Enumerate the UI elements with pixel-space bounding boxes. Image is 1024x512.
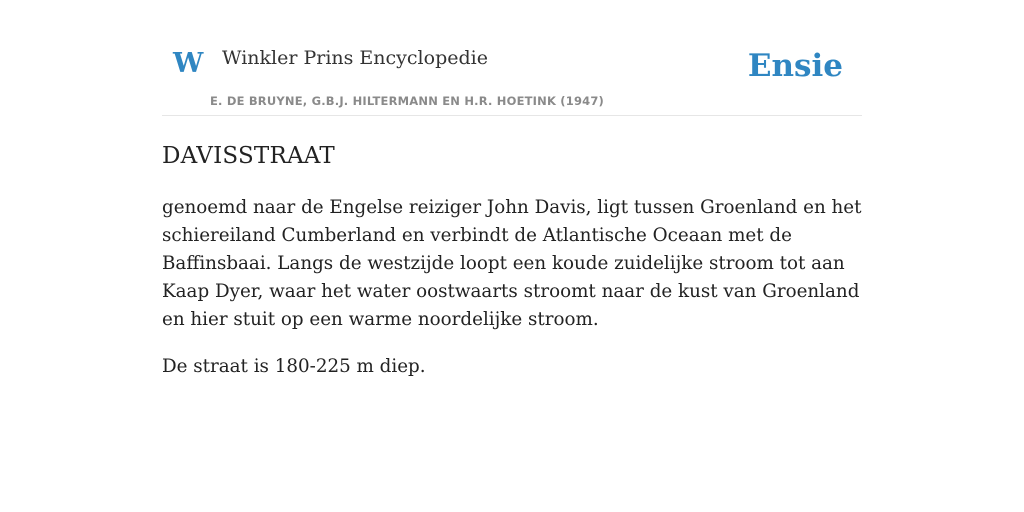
entry-paragraph: De straat is 180-225 m diep. [162, 356, 426, 377]
entry-paragraph: genoemd naar de Engelse reiziger John Davis, ligt tussen Groenland en het schiereiland Cumberland en verbindt de Atlantische Oceaan met de Baffinsbaai. Langs de westzijde loopt een koude zuidelijke stroom tot aan Kaap Dyer, waar het water oostwaarts stroomt naar de kust van Groenland en hier stuit op een warme noordelijke stroom. [162, 197, 862, 330]
winkler-prins-logo[interactable]: W [173, 48, 204, 79]
ensie-logo[interactable]: Ensie [747, 48, 843, 84]
book-authors: E. DE BRUYNE, G.B.J. HILTERMANN EN H.R. HOETINK (1947) [210, 94, 605, 108]
entry-content [162, 194, 862, 381]
page [162, 0, 862, 381]
book-title[interactable]: Winkler Prins Encyclopedie [222, 47, 488, 69]
entry-title: DAVISSTRAAT [162, 143, 335, 169]
header [162, 0, 862, 116]
